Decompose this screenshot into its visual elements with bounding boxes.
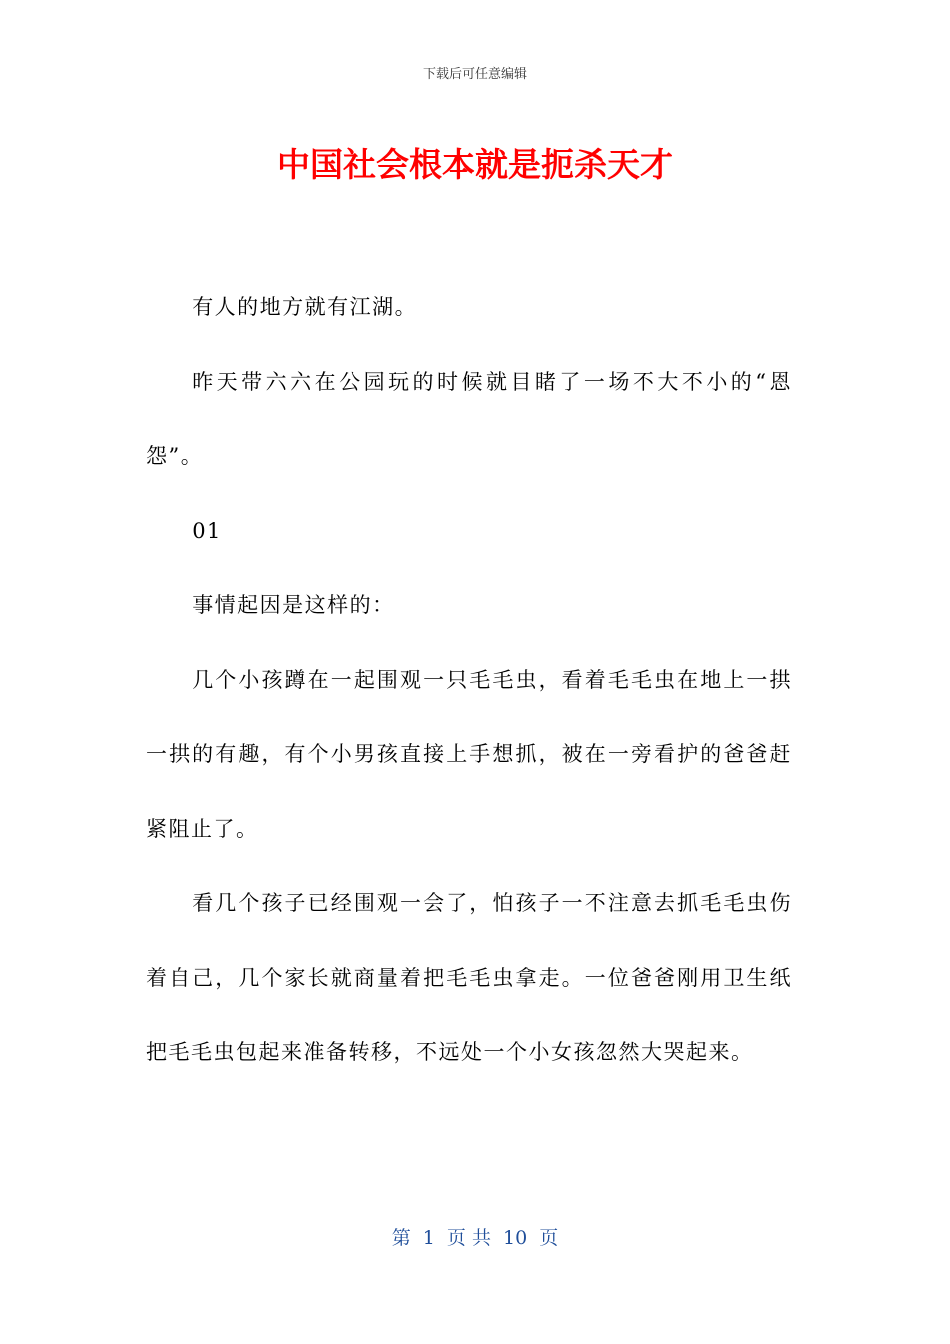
paragraph: 有人的地方就有江湖。 bbox=[192, 295, 418, 319]
document-body bbox=[146, 270, 792, 1090]
paragraph: 昨天带六六在公园玩的时候就目睹了一场不大不小的“恩怨”。 bbox=[146, 369, 792, 468]
document-title: 中国社会根本就是扼杀天才 bbox=[277, 145, 673, 184]
section-number: 01 bbox=[192, 518, 222, 543]
page-number-footer: 第 1 页 共 10 页 bbox=[391, 1227, 559, 1249]
page-header-note: 下载后可任意编辑 bbox=[422, 67, 527, 82]
paragraph: 几个小孩蹲在一起围观一只毛毛虫，看着毛毛虫在地上一拱一拱的有趣，有个小男孩直接上手想抓，被在一旁看护的爸爸赶紧阻止了。 bbox=[146, 667, 792, 841]
paragraph: 事情起因是这样的： bbox=[192, 593, 395, 617]
paragraph: 看几个孩子已经围观一会了，怕孩子一不注意去抓毛毛虫伤着自己，几个家长就商量着把毛毛虫拿走。一位爸爸刚用卫生纸把毛毛虫包起来准备转移，不远处一个小女孩忽然大哭起来。 bbox=[146, 891, 792, 1064]
